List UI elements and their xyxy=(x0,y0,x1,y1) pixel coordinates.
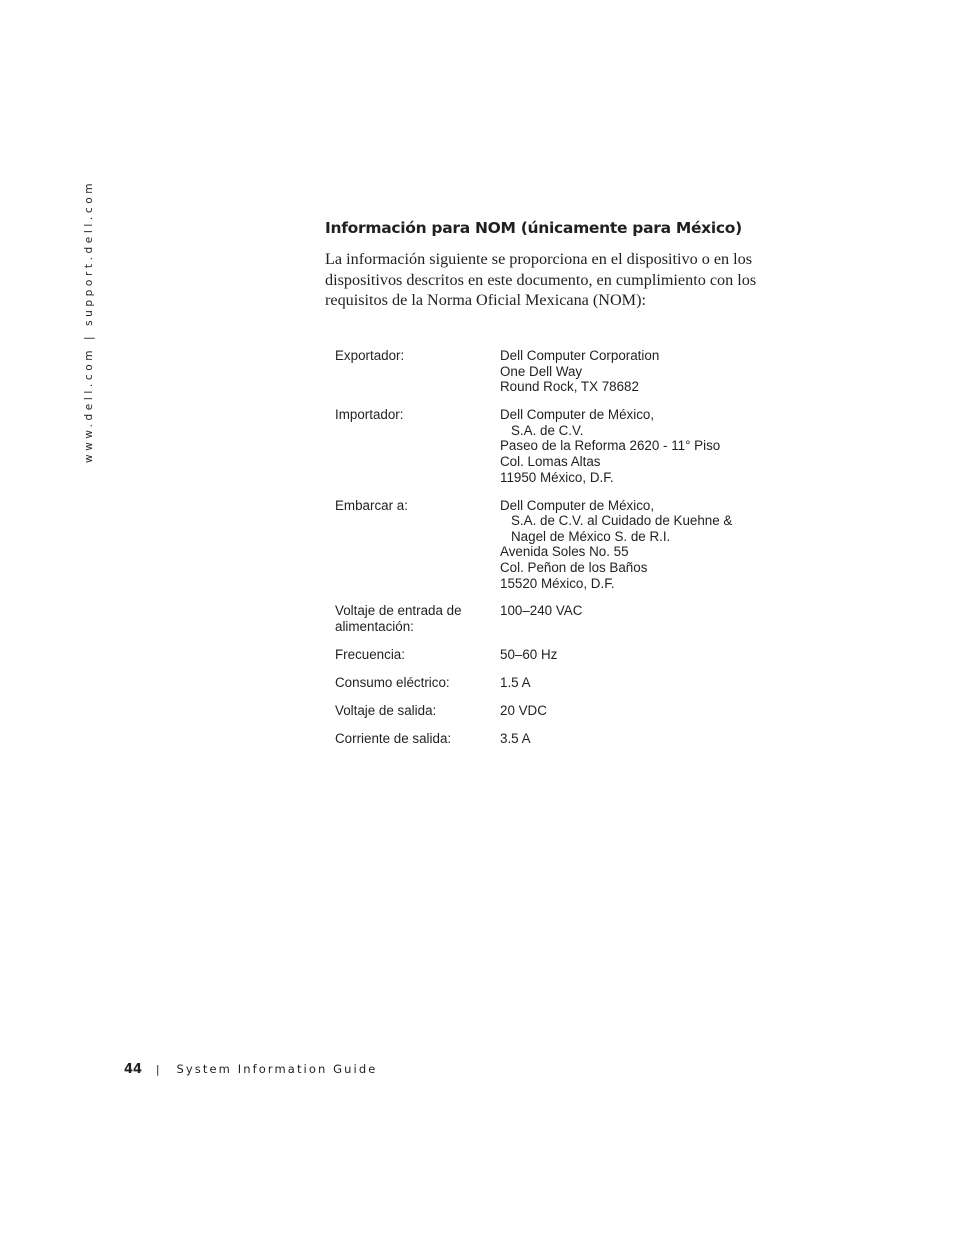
spec-label-line: Exportador: xyxy=(335,348,405,363)
spec-value-line: 3.5 A xyxy=(500,731,531,747)
spec-value xyxy=(500,731,765,747)
document-title: System Information Guide xyxy=(176,1062,378,1076)
spec-row-importador xyxy=(335,407,765,485)
spec-value xyxy=(500,703,765,719)
spec-table xyxy=(335,348,765,759)
spec-label xyxy=(335,647,500,663)
section-heading: Información para NOM (únicamente para México) xyxy=(325,219,742,237)
spec-label-line: Consumo eléctrico: xyxy=(335,675,450,691)
spec-row-frecuencia xyxy=(335,647,765,663)
spec-label xyxy=(335,675,500,691)
spec-row-voltaje-salida xyxy=(335,703,765,719)
intro-paragraph: La información siguiente se proporciona en el dispositivo o en los dispositivos descritos en este documento, en cumplimiento con los requisitos de la Norma Oficial Mexicana (NOM): xyxy=(325,250,757,309)
spec-row-voltaje-entrada xyxy=(335,603,765,634)
spec-value-line: 11950 México, D.F. xyxy=(500,469,614,485)
spec-value xyxy=(500,348,765,395)
page-footer xyxy=(124,1062,377,1077)
spec-label xyxy=(335,731,500,747)
spec-label xyxy=(335,348,500,395)
spec-label xyxy=(335,603,500,634)
spec-value-line: 100–240 VAC xyxy=(500,603,583,619)
spec-label-line: alimentación: xyxy=(335,619,414,635)
spec-value-line: Col. Lomas Altas xyxy=(500,453,601,469)
spec-label xyxy=(335,407,500,485)
spec-value-line: One Dell Way xyxy=(500,363,583,379)
spec-value-line: 20 VDC xyxy=(500,703,547,719)
spec-value xyxy=(500,498,765,592)
spec-label-line: Corriente de salida: xyxy=(335,731,452,747)
spec-value xyxy=(500,407,765,485)
spec-value xyxy=(500,603,765,634)
spec-value-line: Dell Computer Corporation xyxy=(500,348,660,363)
spec-label-line: Voltaje de entrada de xyxy=(335,603,462,619)
spec-label-line: Voltaje de salida: xyxy=(335,703,437,719)
spec-value xyxy=(500,675,765,691)
spec-value-line: Round Rock, TX 78682 xyxy=(500,379,639,395)
spec-value-line: Paseo de la Reforma 2620 - 11° Piso xyxy=(500,438,721,454)
spec-value-line: 15520 México, D.F. xyxy=(500,575,615,591)
spec-value-line: Nagel de México S. de R.I. xyxy=(511,528,671,544)
spec-row-embarcar xyxy=(335,498,765,592)
spec-label-line: Embarcar a: xyxy=(335,497,408,513)
spec-label-line: Importador: xyxy=(335,407,404,423)
spec-row-corriente-salida xyxy=(335,731,765,747)
spec-value-line: 1.5 A xyxy=(500,675,531,691)
spec-value-line: S.A. de C.V. xyxy=(511,422,584,438)
spec-value xyxy=(500,647,765,663)
spec-value-line: Dell Computer de México, xyxy=(500,407,655,423)
spec-value-line: Col. Peñon de los Baños xyxy=(500,559,648,575)
page-number: 44 xyxy=(124,1062,143,1077)
spec-label-line: Frecuencia: xyxy=(335,647,405,663)
spec-label xyxy=(335,498,500,592)
spec-value-line: Dell Computer de México, xyxy=(500,497,655,513)
spec-row-consumo xyxy=(335,675,765,691)
spec-value-line: 50–60 Hz xyxy=(500,647,558,663)
footer-separator: | xyxy=(155,1063,160,1076)
spec-row-exportador xyxy=(335,348,765,395)
spec-label xyxy=(335,703,500,719)
spec-value-line: Avenida Soles No. 55 xyxy=(500,544,629,560)
sidebar-url: www.dell.com | support.dell.com xyxy=(83,179,95,463)
spec-value-line: S.A. de C.V. al Cuidado de Kuehne & xyxy=(511,513,733,529)
